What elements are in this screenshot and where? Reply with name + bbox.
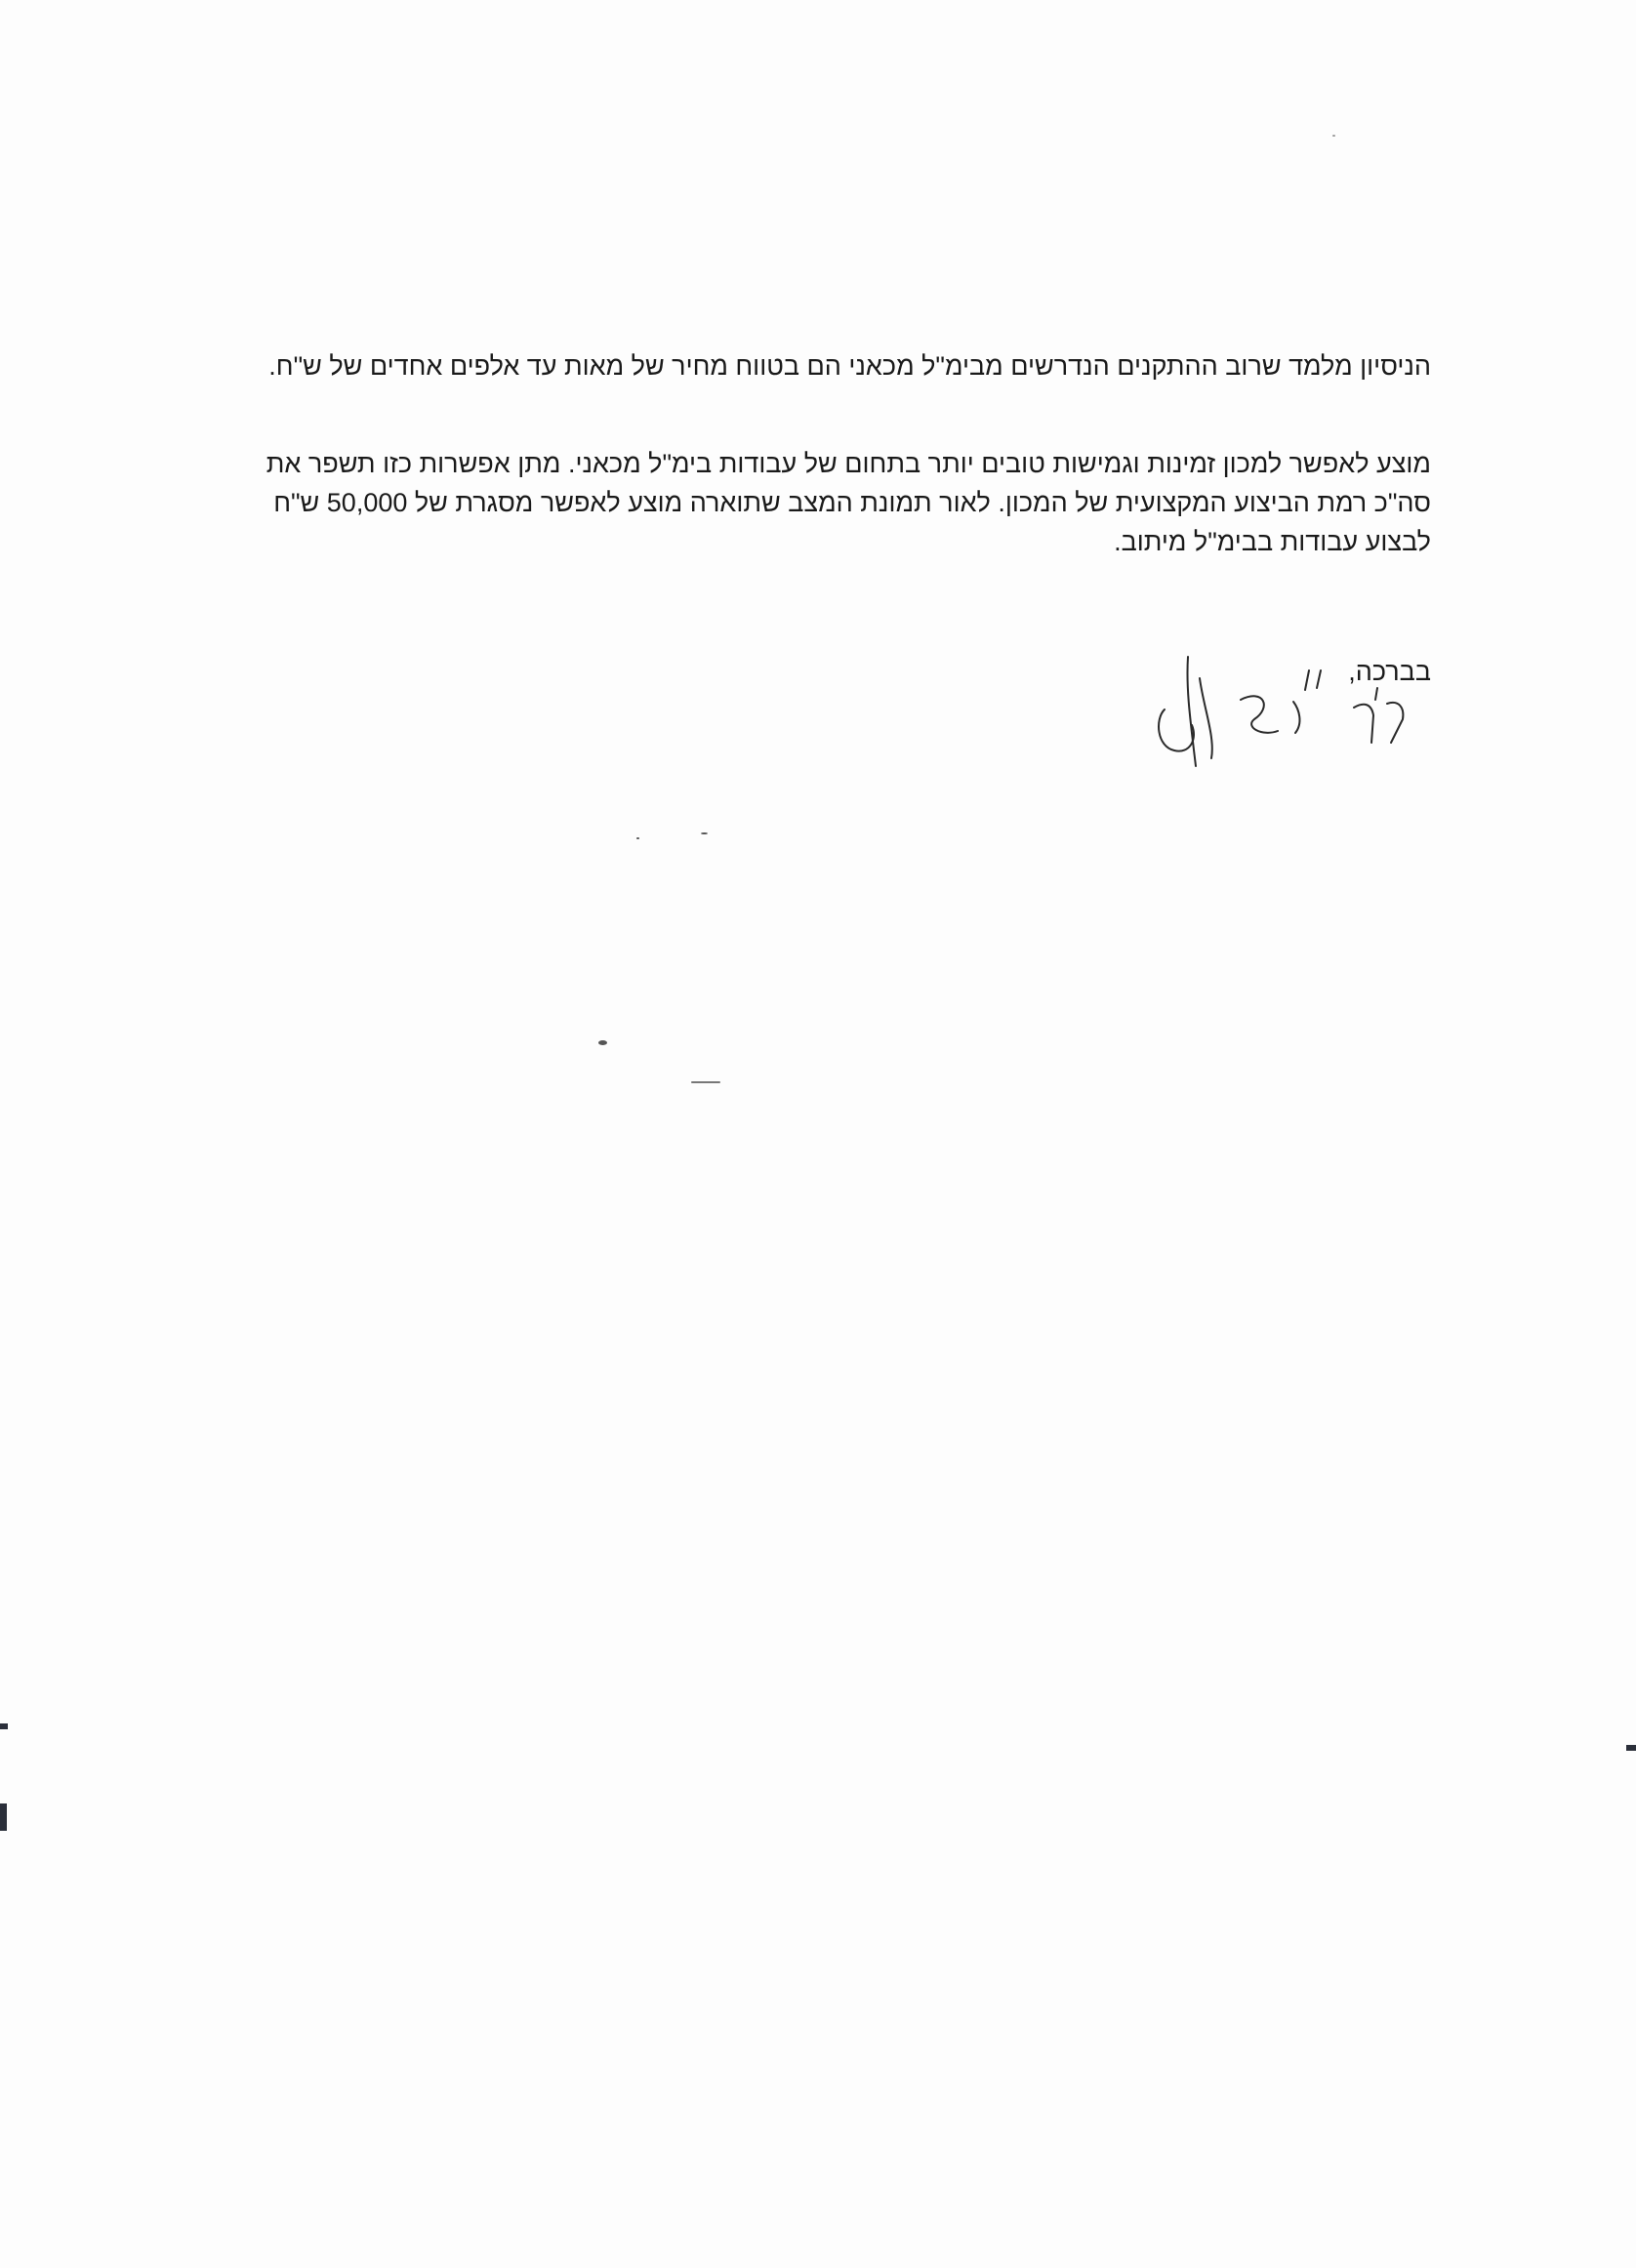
- scan-speck: [701, 832, 708, 834]
- paragraph-proposal: [234, 444, 1431, 561]
- paragraph-proposal-line: לבצוע עבודות בבימ"ל מיתוב.: [1114, 527, 1431, 556]
- scan-speck: [1332, 135, 1335, 137]
- paragraph-proposal-line: סה"כ רמת הביצוע המקצועית של המכון. לאור תמונת המצב שתוארה מוצע לאפשר מסגרת של 50,000 ש"ח: [273, 488, 1431, 517]
- handwritten-signature: [1147, 649, 1440, 786]
- closing-greeting: בברכה,: [1348, 657, 1431, 686]
- paragraph-price-range: הניסיון מלמד שרוב ההתקנים הנדרשים מבימ"ל מכאני הם בטווח מחיר של מאות עד אלפים אחדים של ש"ח.: [268, 351, 1431, 381]
- scan-speck: [598, 1040, 607, 1045]
- scan-edge-mark: [1626, 1745, 1636, 1751]
- paragraph-proposal-line: מוצע לאפשר למכון זמינות וגמישות טובים יותר בתחום של עבודות בימ"ל מכאני. מתן אפשרות כזו תשפר את: [266, 449, 1431, 478]
- scan-speck: [691, 1081, 720, 1083]
- scan-edge-mark: [0, 1803, 7, 1831]
- scan-edge-mark: [0, 1723, 8, 1729]
- scan-speck: [636, 837, 639, 839]
